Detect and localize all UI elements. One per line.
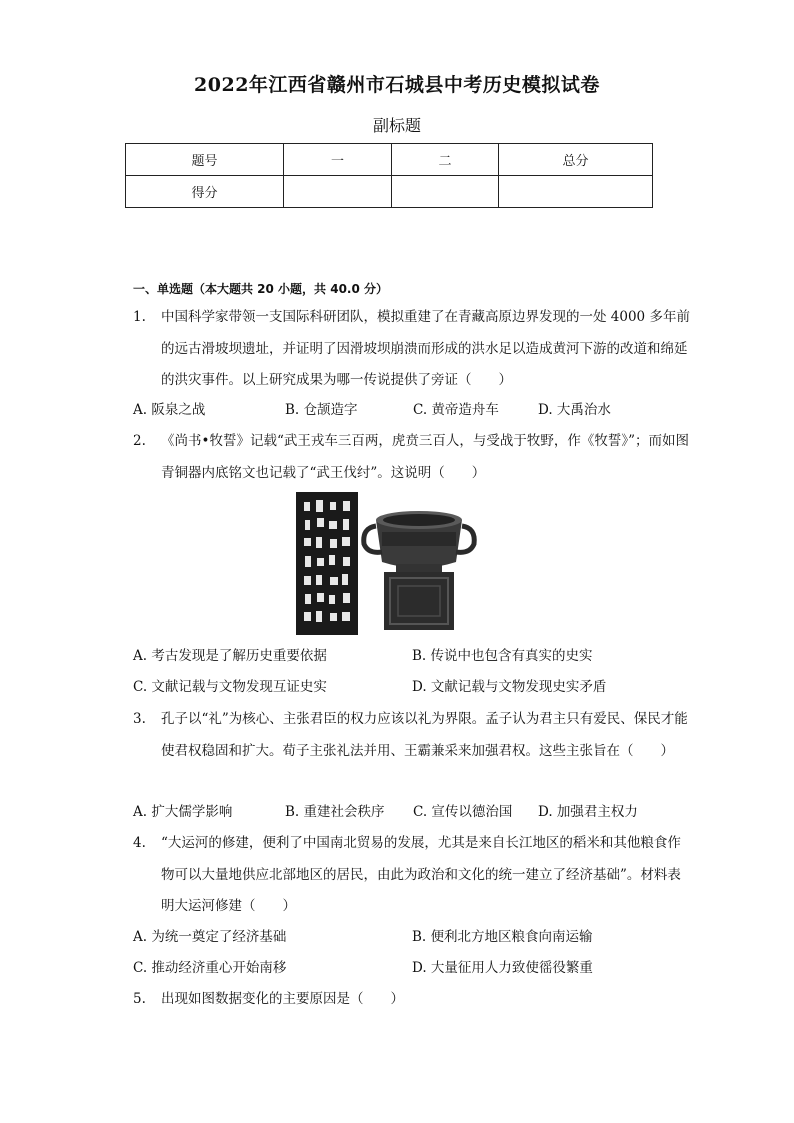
score-table-header-row xyxy=(126,144,653,176)
option-b[interactable]: B. 传说中也包含有真实的史实 xyxy=(412,648,593,664)
score-cell: 一 xyxy=(284,144,392,176)
section-heading: 一、单选题（本大题共 20 小题，共 40.0 分） xyxy=(133,282,389,296)
option-c[interactable]: C. 推动经济重心开始南移 xyxy=(133,960,287,976)
score-cell xyxy=(284,176,392,208)
option-b[interactable]: B. 仓颉造字 xyxy=(285,402,358,418)
option-b[interactable]: B. 便利北方地区粮食向南运输 xyxy=(412,929,593,945)
exam-title: 2022年江西省赣州市石城县中考历史模拟试卷 xyxy=(194,74,600,96)
question-1-options xyxy=(133,395,693,426)
bronze-gui-vessel xyxy=(364,511,475,630)
question-text: 孔子以“礼”为核心、主张君臣的权力应该以礼为界限。孟子认为君主只有爱民、保民才能使君权稳固和扩大。荀子主张礼法并用、王霸兼采来加强君权。这些主张旨在（ ） xyxy=(161,711,688,759)
score-cell: 题号 xyxy=(126,144,284,176)
option-d[interactable]: D. 文献记载与文物发现史实矛盾 xyxy=(412,679,607,695)
question-3 xyxy=(133,704,693,767)
score-cell: 总分 xyxy=(499,144,653,176)
option-a[interactable]: A. 扩大儒学影响 xyxy=(133,804,233,820)
question-5 xyxy=(133,984,693,1016)
exam-subtitle: 副标题 xyxy=(372,116,421,135)
question-1 xyxy=(133,302,693,397)
score-cell: 二 xyxy=(392,144,499,176)
question-text: 中国科学家带领一支国际科研团队，模拟重建了在青藏高原边界发现的一处 4000 多年前的远古滑坡坝遗址，并证明了因滑坡坝崩溃而形成的洪水足以造成黄河下游的改道和绵延的洪灾事件。以上研究成果为哪一传说提供了旁证（ ） xyxy=(161,309,690,388)
question-text: “大运河的修建，便利了中国南北贸易的发展，尤其是来自长江地区的稻米和其他粮食作物可以大量地供应北部地区的居民，由此为政治和文化的统一建立了经济基础”。材料表明大运河修建（ ） xyxy=(161,835,681,914)
question-2 xyxy=(133,426,693,489)
score-cell xyxy=(392,176,499,208)
question-number: 4. xyxy=(133,835,146,851)
score-table-score-row xyxy=(126,176,653,208)
question-number: 2. xyxy=(133,433,146,449)
option-c[interactable]: C. 文献记载与文物发现互证史实 xyxy=(133,679,327,695)
bronze-vessel-inscription-image xyxy=(296,492,482,635)
option-a[interactable]: A. 阪泉之战 xyxy=(133,402,206,418)
question-3-options xyxy=(133,797,693,828)
question-2-options-row1 xyxy=(133,641,693,672)
score-table xyxy=(125,143,653,208)
question-4-options-row1 xyxy=(133,922,693,953)
option-b[interactable]: B. 重建社会秩序 xyxy=(285,804,385,820)
question-4 xyxy=(133,828,693,923)
question-number: 3. xyxy=(133,711,146,727)
question-4-options-row2 xyxy=(133,953,693,984)
question-number: 5. xyxy=(133,991,146,1007)
question-text: 《尚书•牧誓》记载“武王戎车三百两，虎贲三百人，与受战于牧野，作《牧誓》”；而如图青铜器内底铭文也记载了“武王伐纣”。这说明（ ） xyxy=(161,433,690,481)
option-c[interactable]: C. 黄帝造舟车 xyxy=(413,402,499,418)
option-a[interactable]: A. 考古发现是了解历史重要依据 xyxy=(133,648,327,664)
question-text: 出现如图数据变化的主要原因是（ ） xyxy=(161,991,404,1007)
option-d[interactable]: D. 加强君主权力 xyxy=(538,804,638,820)
option-c[interactable]: C. 宣传以德治国 xyxy=(413,804,513,820)
score-cell xyxy=(499,176,653,208)
option-a[interactable]: A. 为统一奠定了经济基础 xyxy=(133,929,287,945)
option-d[interactable]: D. 大禹治水 xyxy=(538,402,611,418)
score-cell: 得分 xyxy=(126,176,284,208)
option-d[interactable]: D. 大量征用人力致使徭役繁重 xyxy=(412,960,593,976)
question-2-options-row2 xyxy=(133,672,693,703)
question-number: 1. xyxy=(133,309,146,325)
